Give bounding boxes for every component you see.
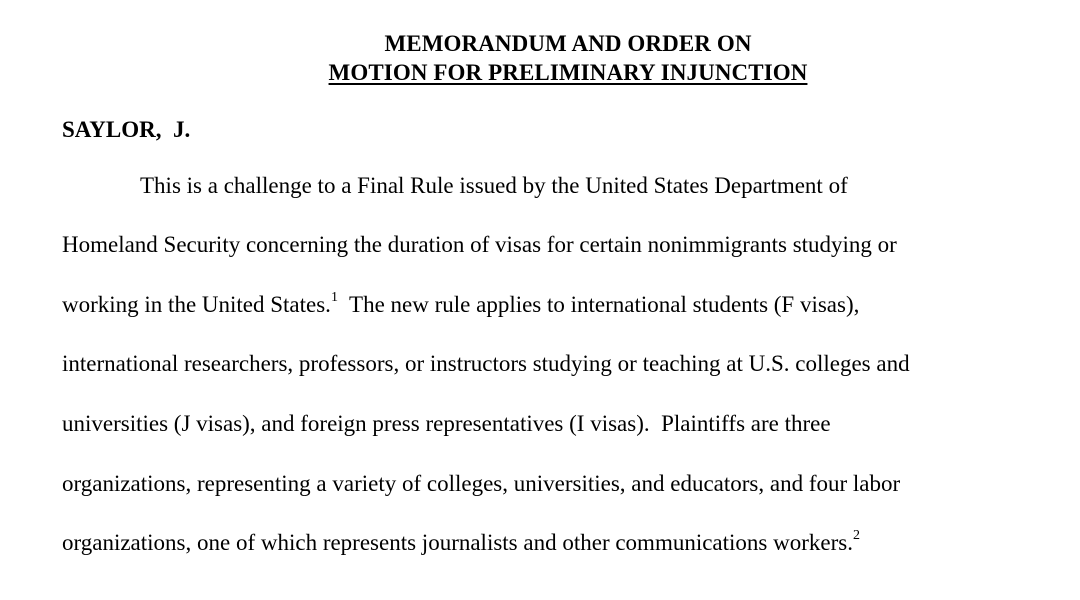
paragraph-line-text: working in the United States. <box>62 292 331 317</box>
footnote-marker-1[interactable]: 1 <box>330 290 338 306</box>
paragraph-line-2 <box>62 231 897 259</box>
judge-name: SAYLOR, J. <box>62 117 191 142</box>
paragraph-line-text-after: The new rule applies to international students (F visas), <box>337 292 860 317</box>
paragraph-line-6 <box>62 470 900 498</box>
footnote-marker-2[interactable]: 2 <box>852 528 860 544</box>
paragraph-line-3 <box>62 291 859 319</box>
paragraph-line-1 <box>140 172 848 200</box>
document-title-line-1: MEMORANDUM AND ORDER ON <box>384 31 752 56</box>
paragraph-line-text: organizations, representing a variety of colleges, universities, and educators, and four labor <box>62 471 901 496</box>
paragraph-line-text: Homeland Security concerning the duration of visas for certain nonimmigrants studying or <box>62 232 897 257</box>
document-title-line-2: MOTION FOR PRELIMINARY INJUNCTION <box>328 60 808 85</box>
paragraph-line-text: organizations, one of which represents journalists and other communications workers. <box>62 530 853 555</box>
paragraph-line-text: This is a challenge to a Final Rule issued by the United States Department of <box>140 173 848 198</box>
paragraph-line-text: universities (J visas), and foreign press representatives (I visas). Plaintiffs are three <box>62 411 831 436</box>
paragraph-line-5 <box>62 410 831 438</box>
paragraph-line-text: international researchers, professors, or instructors studying or teaching at U.S. colleges and <box>62 351 910 376</box>
paragraph-line-7 <box>62 529 860 557</box>
paragraph-line-4 <box>62 350 910 378</box>
